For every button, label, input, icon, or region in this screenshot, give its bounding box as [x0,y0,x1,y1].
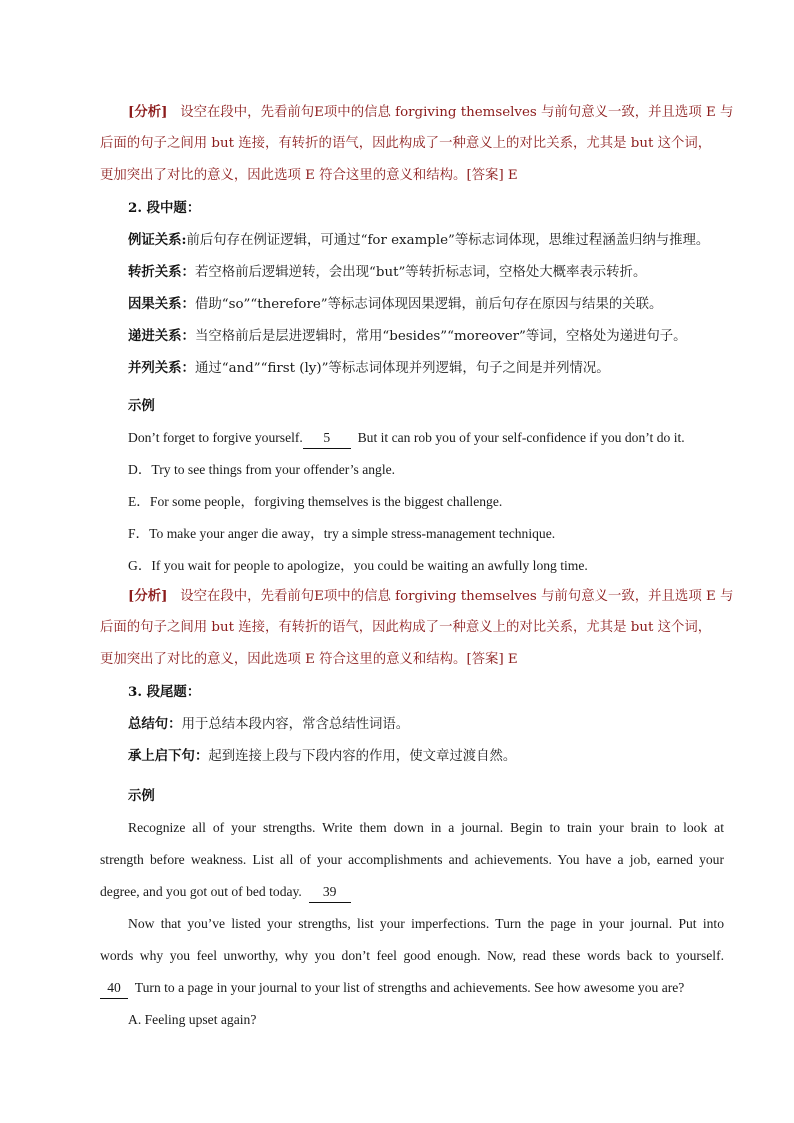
analysis-text: 设空在段中，先看前句E项中的信息 forgiving themselves 与前句意义一致，并且选项 E 与 [180,589,734,604]
relation-text: 通过“and”“first (ly)”等标志词体现并列逻辑，句子之间是并列情况。 [194,361,610,376]
section-end-paragraph [100,676,724,772]
relation-text: 当空格前后是层进逻辑时，常用“besides”“moreover”等词，空格处为递进句子。 [194,329,687,344]
relation-text: 借助“so”“therefore”等标志词体现因果逻辑，前后句存在原因与结果的关联。 [194,297,663,312]
sentence-type-text: 起到连接上段与下段内容的作用，使文章过渡自然。 [208,749,517,764]
answer-blank: 5 [303,428,351,449]
section-title: 3. 段尾题： [128,684,201,700]
passage-line: strength before weakness. List all of your accomplishments and achievements. You have a job, earned your [100,852,724,867]
passage-line: Recognize all of your strengths. Write them down in a journal. Begin to train your brain to look at [128,820,724,835]
analysis-block-1 [100,96,734,192]
option-item: D．Try to see things from your offender’s angle. [128,462,396,477]
option-item: F．To make your anger die away，try a simple stress-management technique. [128,526,556,541]
sentence-type-label: 承上启下句： [128,748,209,764]
passage-line: words why you feel unworthy, why you don’t feel good enough. Now, read these words back to yourself. [100,948,724,963]
sentence-type-text: 用于总结本段内容，常含总结性词语。 [181,717,410,732]
analysis-block-2 [100,580,734,676]
example-block-1 [100,390,724,582]
analysis-text: 后面的句子之间用 but 连接，有转折的语气，因此构成了一种意义上的对比关系，尤其是 but 这个词， [100,620,712,635]
sentence-type-label: 总结句： [128,716,182,732]
analysis-text: 更加突出了对比的意义，因此选项 E 符合这里的意义和结构。[答案] E [100,652,518,667]
passage-line: Now that you’ve listed your strengths, list your imperfections. Turn the page in your journal. Put into [128,916,724,931]
example-label: 示例 [128,398,155,414]
analysis-tag: [分析] [128,588,168,604]
option-item: G．If you wait for people to apologize，you could be waiting an awfully long time. [128,558,588,573]
analysis-text: 设空在段中，先看前句E项中的信息 forgiving themselves 与前句意义一致，并且选项 E 与 [180,105,734,120]
relation-label: 因果关系： [128,296,195,312]
relation-label: 例证关系: [128,232,187,248]
relation-label: 并列关系： [128,360,195,376]
relation-text: 若空格前后逻辑逆转，会出现“but”等转折标志词，空格处大概率表示转折。 [194,265,647,280]
analysis-text: 后面的句子之间用 but 连接，有转折的语气，因此构成了一种意义上的对比关系，尤其是 but 这个词， [100,136,712,151]
relation-label: 递进关系： [128,328,195,344]
analysis-text: 更加突出了对比的意义，因此选项 E 符合这里的意义和结构。[答案] E [100,168,518,183]
example-label: 示例 [128,788,155,804]
section-title: 2. 段中题： [128,200,201,216]
option-item: A. Feeling upset again? [128,1012,257,1027]
passage-line: Turn to a page in your journal to your list of strengths and achievements. See how awesome you are? [134,980,685,995]
analysis-tag: [分析] [128,104,168,120]
answer-blank: 40 [100,978,128,999]
relation-text: 前后句存在例证逻辑，可通过“for example”等标志词体现，思维过程涵盖归纳与推理。 [186,233,710,248]
example-sentence: Don’t forget to forgive yourself. [128,430,303,445]
passage-line: degree, and you got out of bed today. [100,884,302,899]
example-sentence: But it can rob you of your self-confidence if you don’t do it. [357,430,685,445]
option-item: E．For some people，forgiving themselves is the biggest challenge. [128,494,503,509]
section-mid-paragraph [100,192,724,384]
answer-blank: 39 [309,882,351,903]
relation-label: 转折关系： [128,264,195,280]
example-block-2 [100,780,724,1036]
